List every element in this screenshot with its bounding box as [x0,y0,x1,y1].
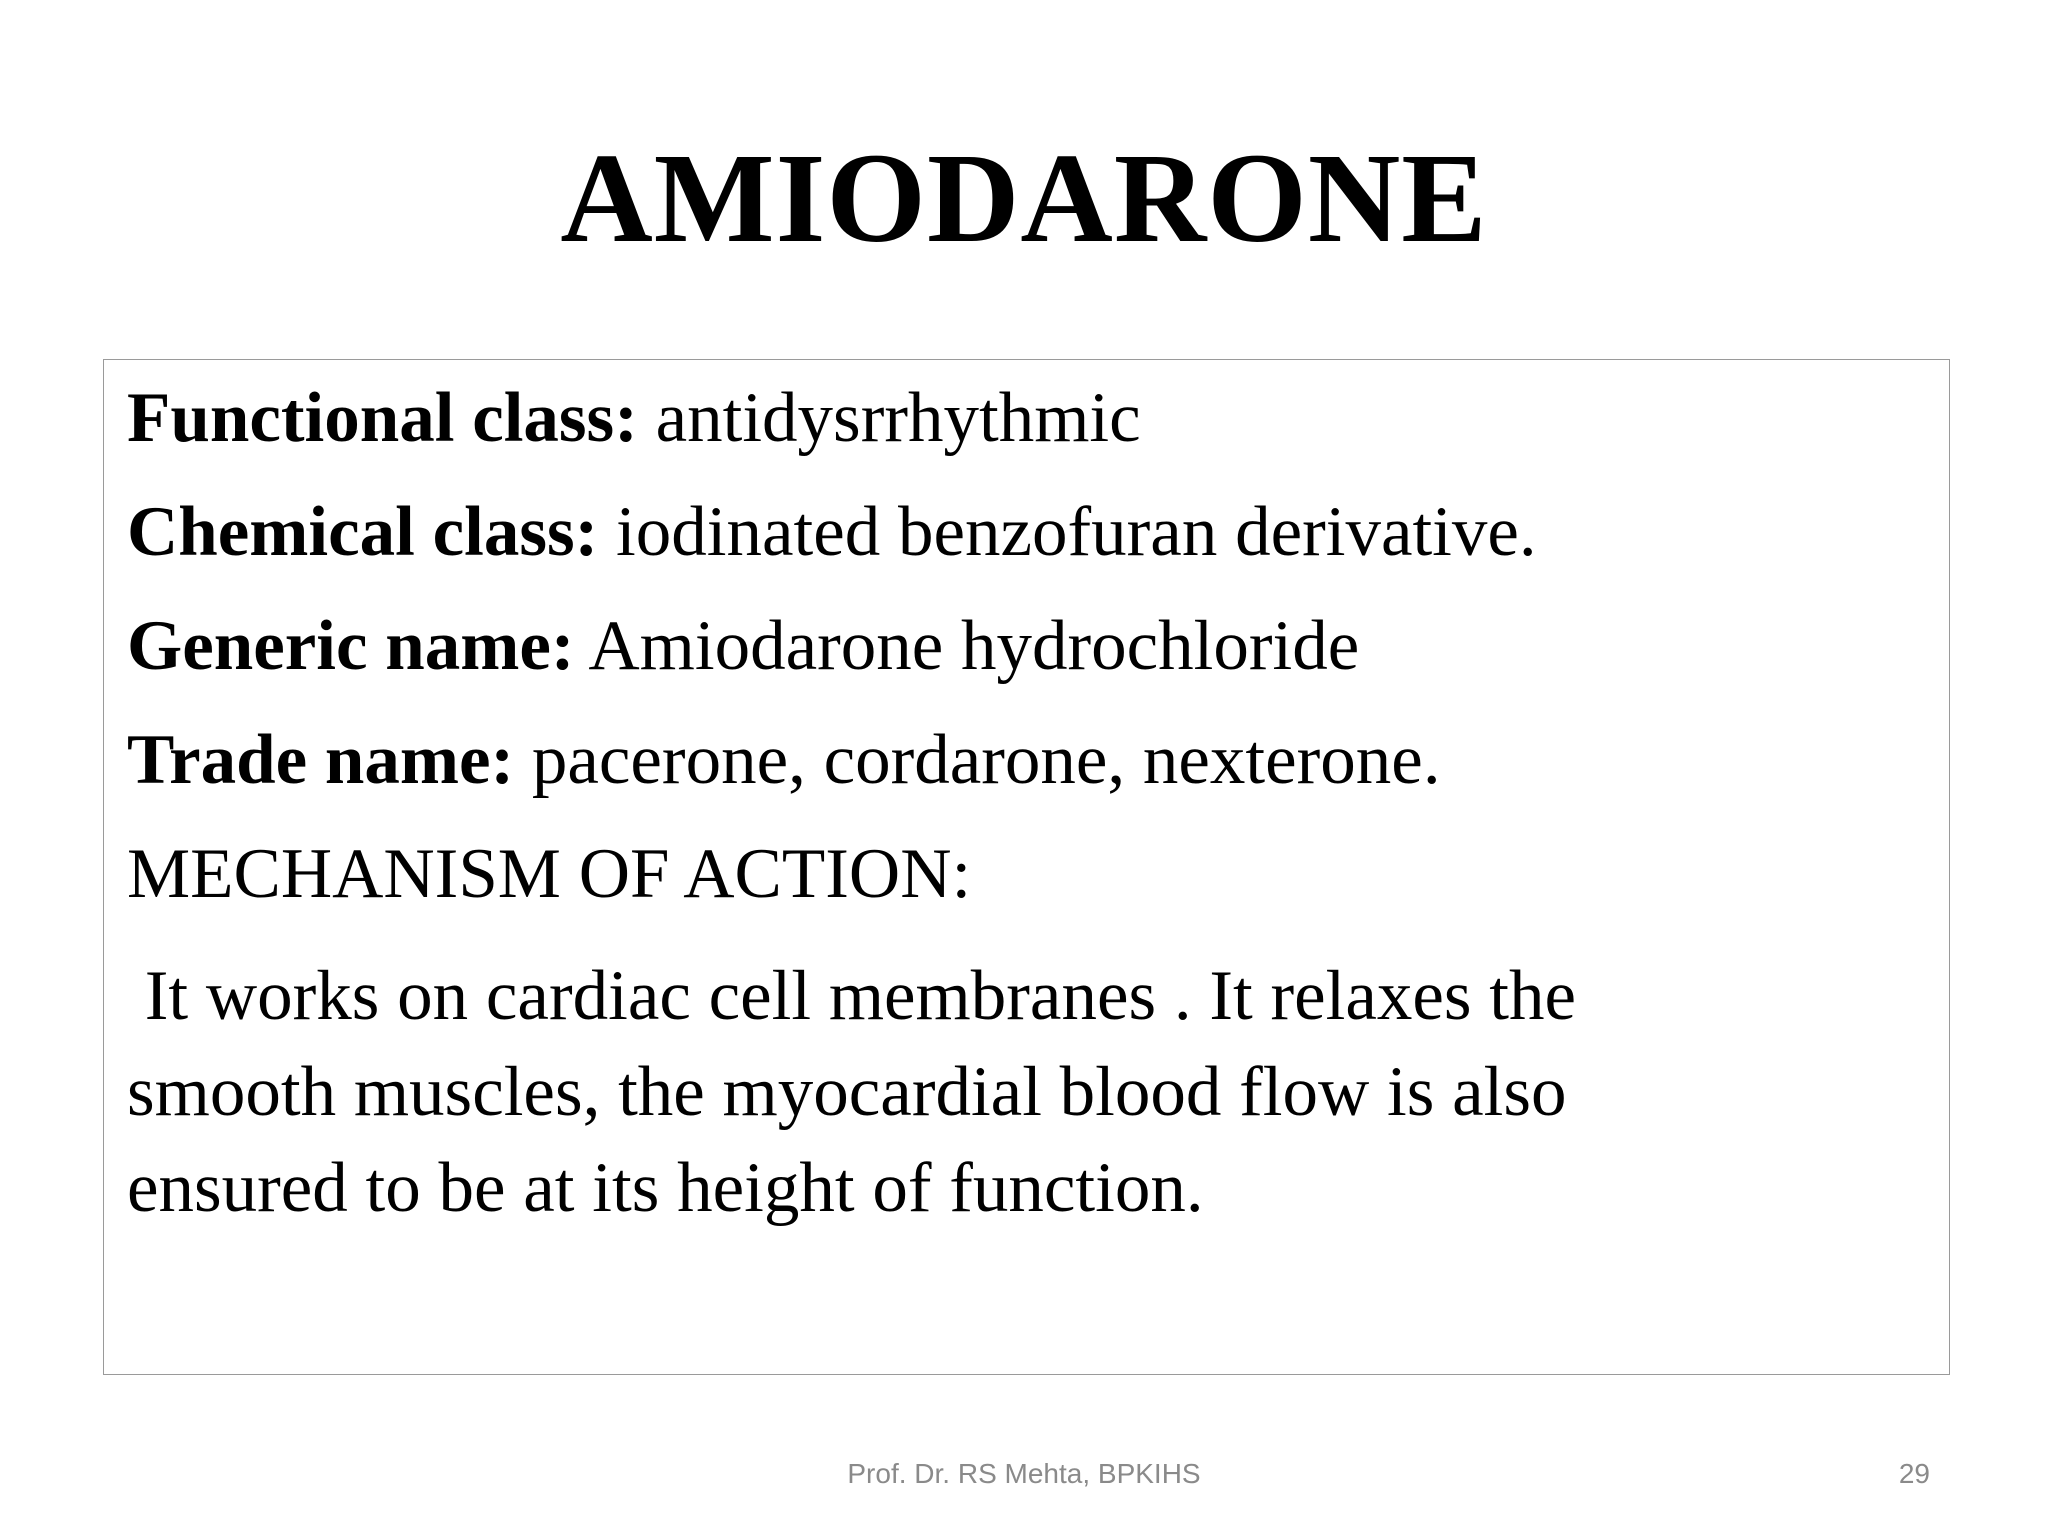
trade-name-line [127,720,1927,800]
slide-title: AMIODARONE [560,127,1488,269]
mechanism-heading: MECHANISM OF ACTION: [127,835,972,913]
field-label: Trade name: [127,721,515,799]
field-value: pacerone, cordarone, nexterone. [514,721,1441,799]
field-label: Chemical class: [127,493,599,571]
field-value: Amiodarone hydrochloride [574,607,1360,685]
field-value: antidysrrhythmic [637,379,1141,457]
content-body [127,378,1927,1236]
footer-author: Prof. Dr. RS Mehta, BPKIHS [847,1458,1201,1489]
generic-name-line [127,606,1927,686]
field-value: iodinated benzofuran derivative. [598,493,1537,571]
field-label: Functional class: [127,379,638,457]
mechanism-paragraph: It works on cardiac cell membranes . It relaxes the smooth muscles, the myocardial blood flow is also ensured to be at its height of function. [127,957,1576,1227]
content-box [103,359,1950,1375]
functional-class-line [127,378,1927,458]
page-number: 29 [1898,1458,1930,1489]
field-label: Generic name: [127,607,575,685]
chemical-class-line [127,492,1927,572]
